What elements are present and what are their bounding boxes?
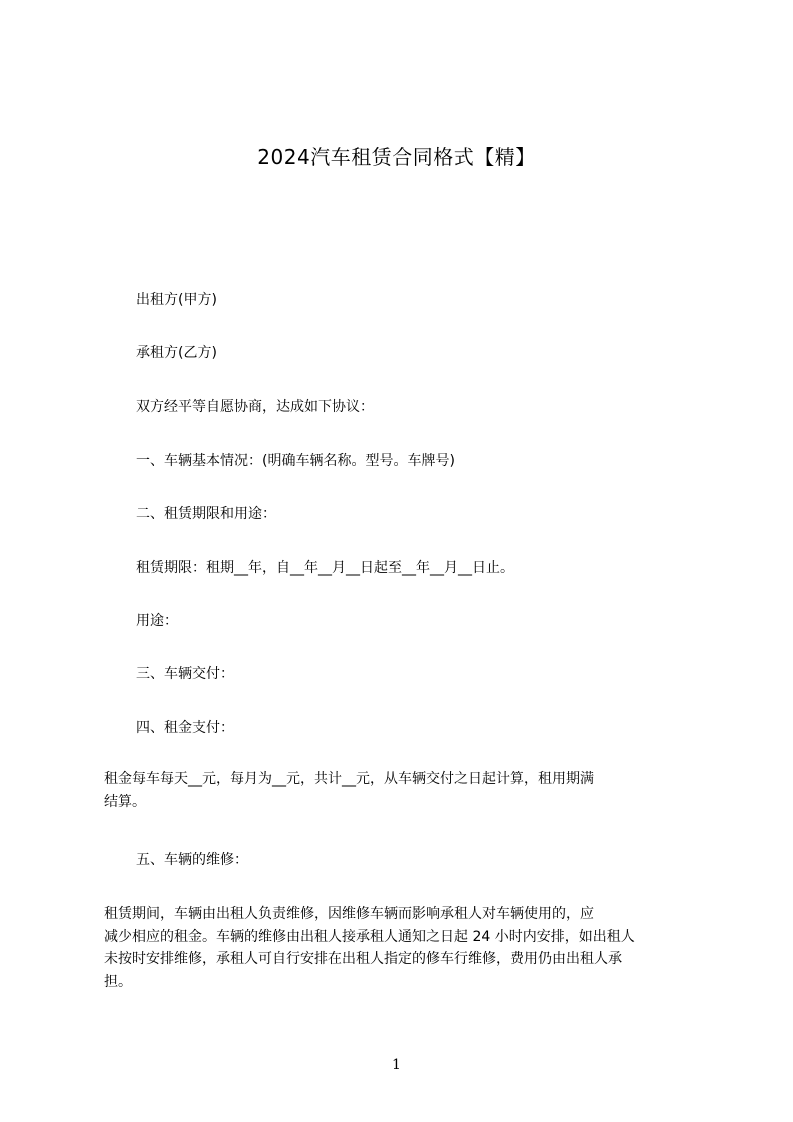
repair-paragraph-line: 担。 [104, 974, 132, 991]
document-title: 2024汽车租赁合同格式【精】 [257, 145, 536, 169]
usage-line: 用途： [136, 613, 178, 629]
rent-paragraph-line: 结算。 [104, 793, 146, 810]
lessor-line: 出租方(甲方) [136, 292, 217, 308]
lessee-line: 承租方(乙方) [136, 345, 217, 361]
section-four-heading: 四、租金支付： [136, 720, 234, 736]
section-two-heading: 二、租赁期限和用途： [136, 506, 276, 522]
lease-term-line: 租赁期限：租期__年，自__年__月__日起至__年__月__日止。 [136, 560, 514, 576]
page-number: 1 [392, 1057, 401, 1073]
section-five-heading: 五、车辆的维修： [136, 852, 248, 868]
section-one-heading: 一、车辆基本情况：(明确车辆名称。型号。车牌号) [136, 453, 455, 469]
repair-paragraph-line: 减少相应的租金。车辆的维修由出租人接承租人通知之日起 24 小时内安排，如出租人 [104, 928, 635, 945]
repair-paragraph-line: 未按时安排维修，承租人可自行安排在出租人指定的修车行维修，费用仍由出租人承 [104, 951, 622, 968]
section-three-heading: 三、车辆交付： [136, 666, 234, 682]
rent-paragraph-line: 租金每车每天__元，每月为__元，共计__元，从车辆交付之日起计算，租用期满 [104, 771, 594, 787]
agreement-intro: 双方经平等自愿协商，达成如下协议： [136, 399, 374, 415]
repair-paragraph-line: 租赁期间，车辆由出租人负责维修，因维修车辆而影响承租人对车辆使用的，应 [104, 906, 594, 922]
rent-paragraph [104, 768, 700, 813]
repair-paragraph [104, 903, 700, 994]
